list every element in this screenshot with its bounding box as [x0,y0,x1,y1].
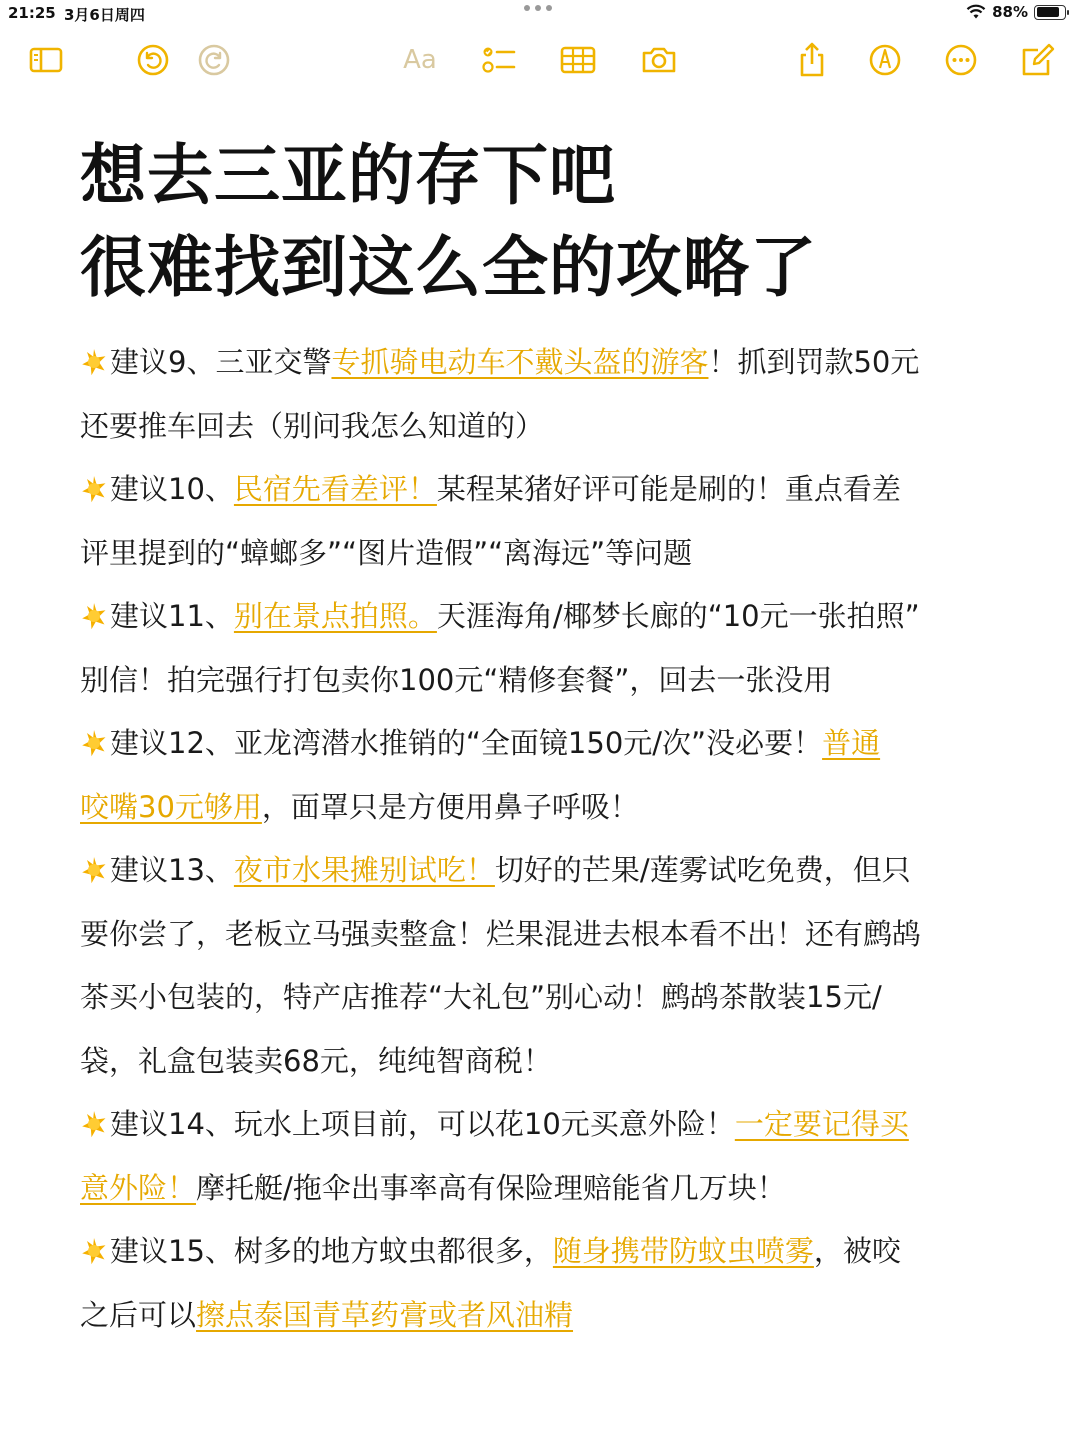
note-text: 建议14、玩水上项目前，可以花10元买意外险！ [110,1107,735,1141]
note-text: 茶买小包装的，特产店推荐“大礼包”别心动！鹧鸪茶散装15元/ [80,980,882,1014]
table-icon [558,40,598,80]
star-emoji-icon [80,602,108,630]
note-text: 摩托艇/拖伞出事率高有保险理赔能省几万块！ [196,1170,786,1205]
note-title-line: 想去三亚的存下吧 [80,137,616,214]
note-text: 袋，礼盒包装卖68元，纯纯智商税！ [80,1043,552,1078]
note-title[interactable] [80,130,817,314]
note-line [80,458,1000,522]
multitasking-dots-icon[interactable] [524,5,552,11]
note-text: 建议12、亚龙湾潜水推销的“全面镜150元/次”没必要！ [110,726,823,760]
note-text: 切好的芒果/莲雾试吃免费，但只 [494,853,911,887]
note-line [80,1030,1000,1094]
note-line [80,712,1000,776]
note-text: 评里提到的“蟑螂多”“图片造假”“离海远”等问题 [80,535,693,570]
table-button[interactable] [556,36,600,84]
note-text: 之后可以 [80,1297,197,1332]
compose-button[interactable] [1016,36,1060,84]
note-line [80,1220,1000,1284]
highlighted-text: 意外险！ [80,1170,197,1205]
note-text: 建议10、 [110,472,234,506]
highlighted-text: 随身携带防蚊虫喷雾 [552,1234,814,1268]
checklist-button[interactable] [476,36,520,84]
text-format-icon: Aa [403,45,437,75]
more-button[interactable] [939,36,983,84]
redo-icon [194,40,234,80]
battery-percent: 88% [992,3,1028,21]
status-indicators [966,3,1066,21]
note-text: 还要推车回去（别问我怎么知道的） [80,408,545,443]
note-text: 建议9、三亚交警 [110,345,332,379]
share-button[interactable] [790,36,834,84]
star-emoji-icon [80,856,108,884]
camera-icon [639,40,679,80]
star-emoji-icon [80,475,108,503]
note-text: ！抓到罚款50元 [708,345,920,379]
highlighted-text: 民宿先看差评！ [233,472,437,506]
undo-button[interactable] [131,36,175,84]
note-text: 别信！拍完强行打包卖你100元“精修套餐”，回去一张没用 [80,662,833,697]
compose-icon [1018,40,1058,80]
highlighted-text: 夜市水果摊别试吃！ [233,853,495,887]
note-line [80,903,1000,967]
note-line [80,1093,1000,1157]
note-line [80,522,1000,586]
highlighted-text: 普通 [822,726,881,760]
note-line [80,649,1000,713]
text-format-button[interactable] [398,36,442,84]
note-body[interactable] [80,331,1000,1347]
highlighted-text: 专抓骑电动车不戴头盔的游客 [331,345,709,379]
share-icon [792,40,832,80]
note-line [80,395,1000,459]
star-emoji-icon [80,729,108,757]
highlighted-text: 擦点泰国青草药膏或者风油精 [196,1297,574,1332]
note-line [80,331,1000,395]
redo-button[interactable] [192,36,236,84]
highlighted-text: 一定要记得买 [734,1107,909,1141]
note-line [80,839,1000,903]
note-line [80,585,1000,649]
status-date: 3月6日周四 [64,6,145,24]
star-emoji-icon [80,1237,108,1265]
undo-icon [133,40,173,80]
note-text: 建议15、树多的地方蚊虫都很多， [110,1234,553,1268]
note-title-line: 很难找到这么全的攻略了 [80,229,817,306]
markup-button[interactable] [863,36,907,84]
checklist-icon [478,40,518,80]
note-line [80,776,1000,840]
note-text: 建议13、 [110,853,234,887]
camera-button[interactable] [637,36,681,84]
sidebar-toggle-button[interactable] [24,36,68,84]
markup-icon [865,40,905,80]
more-icon [941,40,981,80]
note-line [80,1157,1000,1221]
note-text: ，被咬 [813,1234,901,1268]
star-emoji-icon [80,1110,108,1138]
note-text: 某程某猪好评可能是刷的！重点看差 [436,472,901,506]
note-text: ，面罩只是方便用鼻子呼吸！ [261,789,639,824]
note-line [80,966,1000,1030]
note-text: 天涯海角/椰梦长廊的“10元一张拍照” [436,599,920,633]
status-time: 21:25 [8,4,56,22]
star-emoji-icon [80,348,108,376]
note-text: 要你尝了，老板立马强卖整盒！烂果混进去根本看不出！还有鹧鸪 [80,916,922,951]
note-line [80,1284,1000,1348]
wifi-icon [966,4,986,20]
battery-icon [1034,5,1066,20]
sidebar-icon [26,40,66,80]
notes-toolbar [0,36,1080,86]
note-text: 建议11、 [110,599,234,633]
highlighted-text: 别在景点拍照。 [233,599,437,633]
status-bar [0,0,1080,28]
highlighted-text: 咬嘴30元够用 [80,789,262,824]
